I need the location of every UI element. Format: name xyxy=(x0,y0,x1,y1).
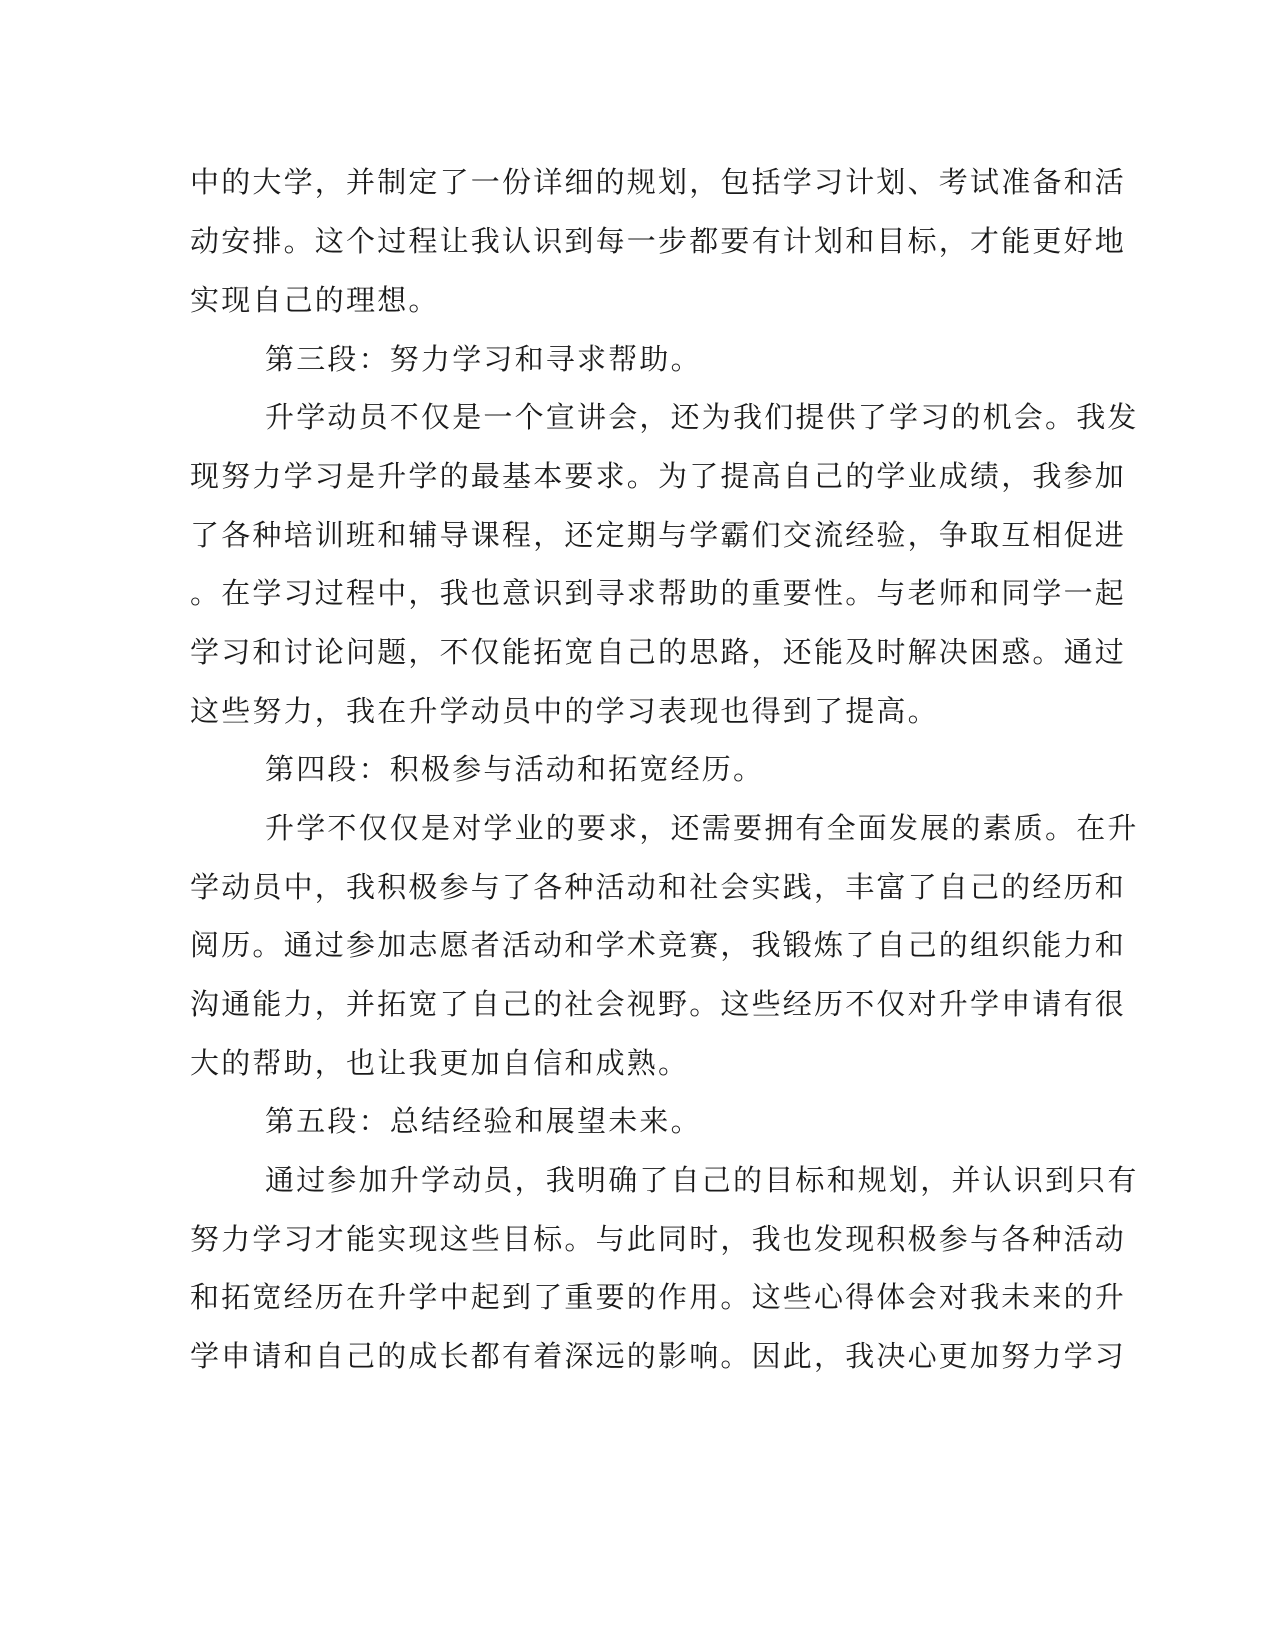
section-heading-4: 第四段：积极参与活动和拓宽经历。 xyxy=(265,752,765,786)
text-line: 。在学习过程中，我也意识到寻求帮助的重要性。与老师和同学一起 xyxy=(190,576,1127,610)
text-line: 学动员中，我积极参与了各种活动和社会实践，丰富了自己的经历和 xyxy=(190,870,1127,904)
section-heading-5: 第五段：总结经验和展望未来。 xyxy=(265,1104,702,1138)
text-line: 升学不仅仅是对学业的要求，还需要拥有全面发展的素质。在升 xyxy=(265,811,1139,845)
text-line: 升学动员不仅是一个宣讲会，还为我们提供了学习的机会。我发 xyxy=(265,400,1139,434)
text-line: 阅历。通过参加志愿者活动和学术竞赛，我锻炼了自己的组织能力和 xyxy=(190,928,1127,962)
text-line: 中的大学，并制定了一份详细的规划，包括学习计划、考试准备和活 xyxy=(190,165,1127,199)
text-line: 实现自己的理想。 xyxy=(190,283,440,317)
text-line: 这些努力，我在升学动员中的学习表现也得到了提高。 xyxy=(190,694,939,728)
text-line: 了各种培训班和辅导课程，还定期与学霸们交流经验，争取互相促进 xyxy=(190,518,1127,552)
text-line: 现努力学习是升学的最基本要求。为了提高自己的学业成绩，我参加 xyxy=(190,459,1127,493)
section-heading-3: 第三段：努力学习和寻求帮助。 xyxy=(265,342,702,376)
text-line: 和拓宽经历在升学中起到了重要的作用。这些心得体会对我未来的升 xyxy=(190,1280,1127,1314)
text-line: 通过参加升学动员，我明确了自己的目标和规划，并认识到只有 xyxy=(265,1163,1139,1197)
text-line: 大的帮助，也让我更加自信和成熟。 xyxy=(190,1046,690,1080)
text-line: 沟通能力，并拓宽了自己的社会视野。这些经历不仅对升学申请有很 xyxy=(190,987,1127,1021)
text-line: 动安排。这个过程让我认识到每一步都要有计划和目标，才能更好地 xyxy=(190,224,1127,258)
text-line: 努力学习才能实现这些目标。与此同时，我也发现积极参与各种活动 xyxy=(190,1222,1127,1256)
text-line: 学申请和自己的成长都有着深远的影响。因此，我决心更加努力学习 xyxy=(190,1339,1127,1373)
text-line: 学习和讨论问题，不仅能拓宽自己的思路，还能及时解决困惑。通过 xyxy=(190,635,1127,669)
